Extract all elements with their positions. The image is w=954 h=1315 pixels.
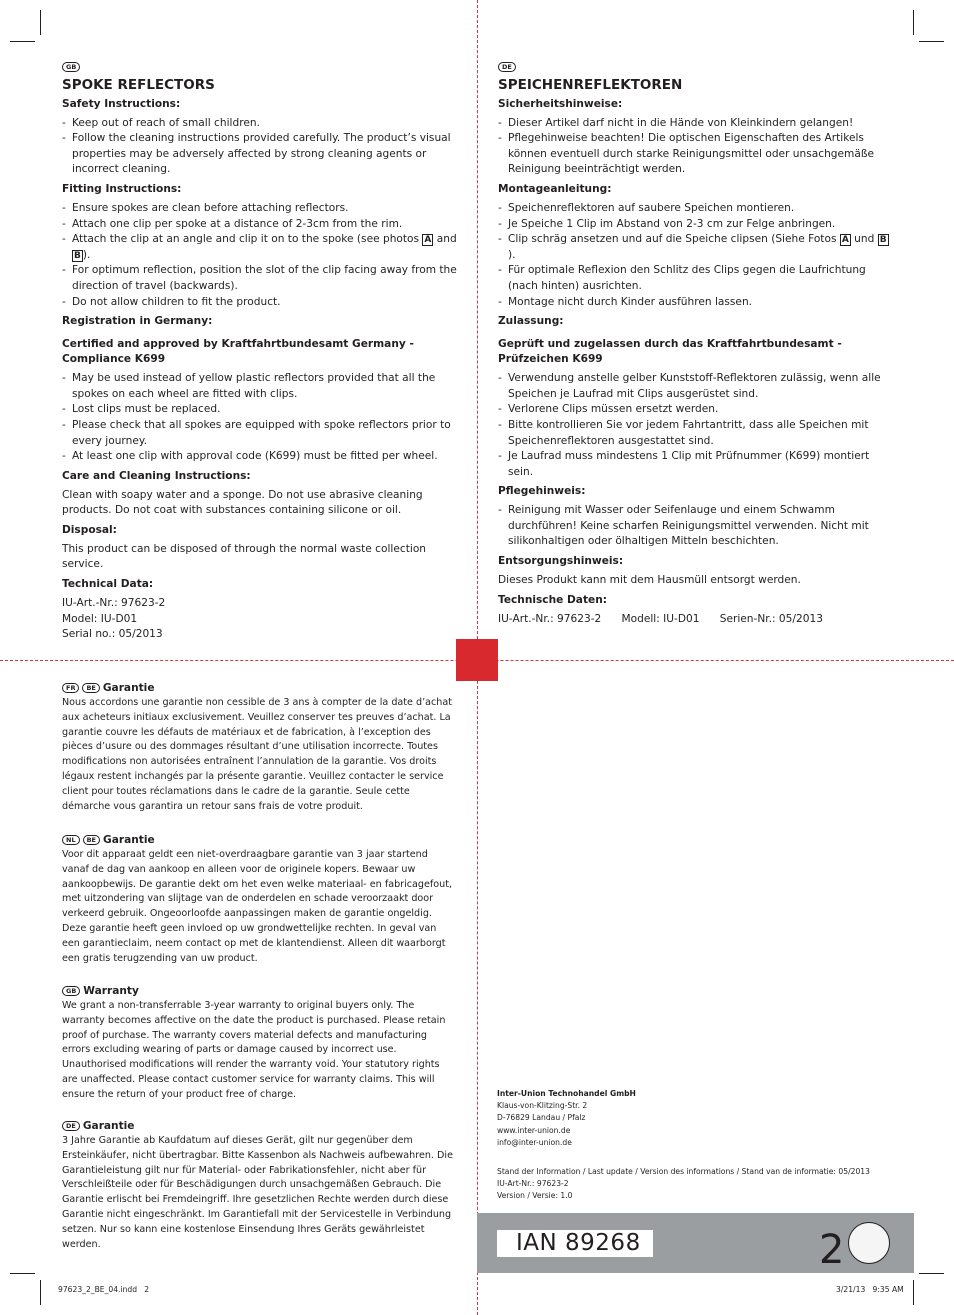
- list-item: - Verwendung anstelle gelber Kunststoff-Reflektoren zulässig, wenn alle Speichen je Laufrad mit Clips ausgerüstet sind.: [498, 371, 893, 402]
- de-disposal-text: Dieses Produkt kann mit dem Hausmüll entsorgt werden.: [498, 574, 801, 587]
- list-item: - Montage nicht durch Kinder ausführen lassen.: [498, 295, 893, 311]
- list-item: - May be used instead of yellow plastic reflectors provided that all the spokes on each wheel are fitted with clips.: [62, 371, 457, 402]
- en-care-text: Clean with soapy water and a sponge. Do not use abrasive cleaning products. Do not coat with substances containing silicone or oil.: [62, 488, 423, 517]
- en-technical-heading: Technical Data:: [62, 578, 154, 591]
- list-item: - Verlorene Clips müssen ersetzt werden.: [498, 402, 893, 418]
- slug-timestamp: 3/21/13 9:35 AM: [836, 1285, 904, 1294]
- en-care-heading: Care and Cleaning Instructions:: [62, 469, 251, 482]
- company-web: www.inter-union.de: [497, 1125, 571, 1135]
- text: Clip schräg ansetzen und auf die Speiche clipsen (Siehe Fotos: [508, 233, 840, 246]
- warranty-heading: [62, 1119, 457, 1133]
- text: and: [433, 233, 457, 246]
- circle-mark: [848, 1222, 890, 1264]
- lang-badge: GB: [62, 986, 80, 996]
- en-tech-line: IU-Art.-Nr.: 97623-2: [62, 597, 166, 610]
- warranty-title: Garantie: [102, 682, 155, 694]
- lang-badge: GB: [62, 62, 80, 72]
- photo-b-label: B: [74, 250, 81, 261]
- warranty-text: Nous accordons une garantie non cessible de 3 ans à compter de la date d’achat aux acheteurs initiaux exclusivement. Veuillez conserver tes preuves d’achat. La garantie couvre les défauts de matériaux et de fabrication, à l’exception des pièces d’usure ou des dommages résultant d’une utilisation incorrecte. Toutes modifications non autorisées entraînent l’annulation de la garantie. Vos droits légaux restent inchangés par la présente garantie. Veuillez contacter le service client pour toutes réclamations dans le cadre de la garantie. Seule cette démarche vous garantira un retour sans frais de votre produit.: [62, 697, 453, 812]
- list-item: - Für optimale Reflexion den Schlitz des Clips gegen die Laufrichtung (nach hinten) ausrichten.: [498, 263, 893, 294]
- list-item: - Follow the cleaning instructions provided carefully. The product’s visual properties may be adversely affected by strong cleaning agents or incorrect cleaning.: [62, 131, 457, 178]
- list-item: - Attach one clip per spoke at a distance of 2-3cm from the rim.: [62, 217, 457, 233]
- slug-filename: 97623_2_BE_04.indd 2: [58, 1285, 150, 1294]
- footer-bar: [477, 1213, 914, 1273]
- warranty-title: Garantie: [103, 834, 155, 846]
- lang-badge: BE: [82, 683, 99, 693]
- en-fitting-heading: Fitting Instructions:: [62, 182, 182, 195]
- crop-mark: [919, 41, 944, 42]
- crop-mark: [10, 1273, 35, 1274]
- en-fitting-list: [62, 201, 457, 310]
- crop-mark: [10, 41, 35, 42]
- list-item: - Lost clips must be replaced.: [62, 402, 457, 418]
- text: und: [850, 233, 878, 246]
- en-registration-heading: Registration in Germany:: [62, 315, 213, 328]
- company-city: D-76829 Landau / Pfalz: [497, 1113, 586, 1123]
- de-technical-heading: Technische Daten:: [498, 593, 607, 606]
- lang-badge: FR: [62, 683, 79, 693]
- warranty-title: Garantie: [82, 1120, 135, 1132]
- warranty-heading: [62, 681, 457, 695]
- photo-a-label: A: [841, 235, 849, 246]
- list-item: [498, 232, 893, 263]
- warranty-heading: [62, 833, 457, 847]
- list-item: [62, 232, 457, 263]
- warranty-text: We grant a non-transferrable 3-year warranty to original buyers only. The warranty becomes affective on the date the product is purchased. Please retain proof of purchase. The warranty covers material defects and manufacturing errors excluding wearing of parts or damage caused by incorrect use. Unauthorised modifications will render the warranty void. Your statutory rights are unaffected. Please contact customer service for warranty claims. This will ensure the return of your product free of charge.: [62, 1000, 446, 1100]
- article-number: IU-Art-Nr.: 97623-2: [497, 1179, 569, 1189]
- en-registration-list: [62, 371, 457, 465]
- warranty-de: [62, 1119, 457, 1252]
- page-number: 2: [819, 1227, 845, 1273]
- warranty-gb: [62, 984, 457, 1103]
- de-registration-heading: Zulassung:: [498, 315, 564, 328]
- en-certified-heading: Certified and approved by Kraftfahrtbundesamt Germany - Compliance K699: [62, 338, 414, 366]
- lang-badge: BE: [83, 835, 100, 845]
- list-item: - Je Speiche 1 Clip im Abstand von 2-3 cm zur Felge anbringen.: [498, 217, 893, 233]
- de-certified-heading: Geprüft und zugelassen durch das Kraftfahrtbundesamt - Prüfzeichen K699: [498, 338, 842, 366]
- text: Attach the clip at an angle and clip it on to the spoke (see photos: [72, 233, 423, 246]
- list-item: - Speichenreflektoren auf saubere Speichen montieren.: [498, 201, 893, 217]
- company-name: Inter-Union Technohandel GmbH: [497, 1089, 636, 1098]
- de-disposal-heading: Entsorgungshinweis:: [498, 555, 624, 568]
- de-section: [498, 60, 893, 627]
- de-registration-list: [498, 371, 893, 480]
- list-item: - Do not allow children to fit the product.: [62, 295, 457, 311]
- en-safety-heading: Safety Instructions:: [62, 97, 181, 110]
- list-item: - Pflegehinweise beachten! Die optischen Eigenschaften des Artikels können eventuell durch starke Reinigungsmittel oder unsachgemäße Reinigung beeinträchtigt werden.: [498, 131, 893, 178]
- photo-a-label: A: [424, 235, 432, 246]
- crop-mark: [913, 1280, 914, 1305]
- en-title: SPOKE REFLECTORS: [62, 76, 215, 93]
- en-disposal-heading: Disposal:: [62, 523, 117, 536]
- crop-mark: [913, 10, 914, 35]
- de-fitting-list: [498, 201, 893, 310]
- red-marker: [456, 639, 498, 681]
- warranty-text: Voor dit apparaat geldt een niet-overdraagbare garantie van 3 jaar startend vanaf de dag van aankoop en alleen voor de originele kopers. Bewaar uw aankoopbewijs. De garantie dekt om het even welke materiaal- en fabricagefout, met uitzondering van slijtage van de onderdelen en schade veroorzaakt door verkeerd gebruik. Ongeoorloofde aanpassingen maken de garantie ongeldig. Deze garantie heeft geen invloed op uw grondwettelijke rechten. In geval van een garantieclaim, neem contact op met de klantendienst. Alleen dit waarborgt een gratis terugzending van uw product.: [62, 849, 453, 964]
- de-safety-heading: Sicherheitshinweise:: [498, 97, 623, 110]
- list-item: - Ensure spokes are clean before attaching reflectors.: [62, 201, 457, 217]
- lang-badge: DE: [62, 1121, 80, 1131]
- lang-badge: NL: [62, 835, 80, 845]
- crop-mark: [919, 1273, 944, 1274]
- list-item: - At least one clip with approval code (K699) must be fitted per wheel.: [62, 449, 457, 465]
- list-item: - Bitte kontrollieren Sie vor jedem Fahrtantritt, dass alle Speichen mit Speichenreflektoren ausgestattet sind.: [498, 418, 893, 449]
- en-tech-line: Serial no.: 05/2013: [62, 628, 163, 641]
- en-disposal-text: This product can be disposed of through the normal waste collection service.: [62, 542, 427, 571]
- text: ).: [82, 248, 91, 261]
- de-tech-line: IU-Art.-Nr.: 97623-2 Modell: IU-D01 Serien-Nr.: 05/2013: [498, 612, 823, 625]
- en-tech-line: Model: IU-D01: [62, 612, 138, 625]
- list-item: - Please check that all spokes are equipped with spoke reflectors prior to every journey.: [62, 418, 457, 449]
- crop-mark: [40, 10, 41, 35]
- list-item: - Je Laufrad muss mindestens 1 Clip mit Prüfnummer (K699) montiert sein.: [498, 449, 893, 480]
- de-fitting-heading: Montageanleitung:: [498, 182, 612, 195]
- warranty-heading: [62, 984, 457, 998]
- lang-badge: DE: [498, 62, 516, 72]
- warranty-nl: [62, 833, 457, 966]
- text: ).: [508, 248, 516, 261]
- list-item: - For optimum reflection, position the slot of the clip facing away from the direction of travel (backwards).: [62, 263, 457, 294]
- en-section: [62, 60, 457, 643]
- ian-number: IAN 89268: [497, 1230, 653, 1257]
- company-email: info@inter-union.de: [497, 1137, 572, 1147]
- company-address: [497, 1088, 636, 1149]
- list-item: - Keep out of reach of small children.: [62, 116, 457, 132]
- de-care-list: [498, 503, 893, 550]
- version: Version / Versie: 1.0: [497, 1191, 573, 1201]
- de-title: SPEICHENREFLEKTOREN: [498, 76, 683, 93]
- list-item: - Dieser Artikel darf nicht in die Hände von Kleinkindern gelangen!: [498, 116, 893, 132]
- en-safety-list: [62, 116, 457, 178]
- warranty-fr: [62, 681, 457, 814]
- warranty-text: 3 Jahre Garantie ab Kaufdatum auf dieses Gerät, gilt nur gegenüber dem Ersteinkäufer, nicht übertragbar. Bitte Kassenbon als Nachweis aufbewahren. Die Garantieleistung gilt nur für Material- oder Fabrikationsfehler, nicht aber für Verschleißteile oder für Beschädigungen durch unsachgemäßen Gebrauch. Die Garantie erlischt bei Fremdeingriff. Ihre gesetzlichen Rechte werden durch diese Garantie nicht eingeschränkt. Im Garantiefall mit der Servicestelle in Verbindung setzen. Nur so kann eine kostenlose Einsendung Ihres Geräts gewährleistet werden.: [62, 1135, 453, 1250]
- photo-b-label: B: [879, 235, 887, 246]
- version-info: [497, 1166, 870, 1203]
- list-item: - Reinigung mit Wasser oder Seifenlauge und einem Schwamm durchführen! Keine scharfen Reinigungsmittel verwenden. Nicht mit silikonhaltigen oder ölhaltigen Mitteln beschichten.: [498, 503, 893, 550]
- warranty-title: Warranty: [83, 985, 139, 997]
- de-safety-list: [498, 116, 893, 178]
- company-street: Klaus-von-Klitzing-Str. 2: [497, 1101, 588, 1111]
- crop-mark: [40, 1280, 41, 1305]
- de-care-heading: Pflegehinweis:: [498, 485, 586, 498]
- last-update: Stand der Information / Last update / Version des informations / Stand van de informatie: 05/2013: [497, 1167, 870, 1176]
